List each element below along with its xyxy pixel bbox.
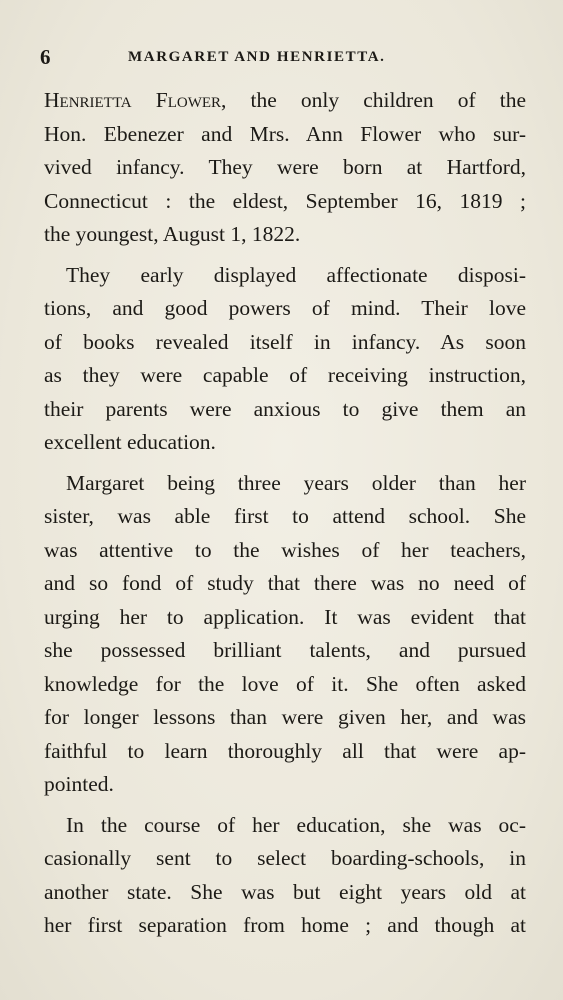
text-line: and so fond of study that there was no need of (44, 571, 526, 595)
paragraph-gap (44, 460, 526, 467)
text-line: she possessed brilliant talents, and pursued (44, 638, 526, 662)
paragraph-3 (44, 467, 526, 802)
text-line: faithful to learn thoroughly all that were ap- (44, 738, 526, 763)
text-line: knowledge for the love of it. She often asked (44, 671, 526, 696)
text-line: of books revealed itself in infancy. As soon (44, 329, 526, 354)
paragraph-4 (44, 809, 526, 943)
text-line: vived infancy. They were born at Hartford, (44, 155, 526, 179)
text-line: pointed. (44, 772, 114, 796)
paragraph-gap (44, 802, 526, 809)
running-head (40, 42, 528, 72)
paragraph-1 (44, 84, 526, 252)
text-line: Henrietta Flower, the only children of the (44, 88, 527, 112)
paragraph-2 (44, 259, 526, 460)
text-line: casionally sent to select boarding-schools, in (44, 846, 526, 870)
text-line: Hon. Ebenezer and Mrs. Ann Flower who sur- (44, 121, 526, 146)
text-line: In the course of her education, she was oc- (66, 812, 526, 837)
text-line: another state. She was but eight years old at (44, 879, 526, 904)
text-line: tions, and good powers of mind. Their love (44, 296, 526, 320)
text-line: the youngest, August 1, 1822. (44, 222, 301, 246)
text-line: was attentive to the wishes of her teachers, (44, 537, 526, 562)
text-line: sister, was able first to attend school. She (44, 504, 526, 528)
text-line: for longer lessons than were given her, and was (44, 705, 526, 729)
body-text (44, 84, 526, 943)
page-number: 6 (40, 45, 51, 69)
text-line: excellent education. (44, 430, 216, 454)
text-line: They early displayed affectionate disposi- (66, 262, 526, 287)
text-line: urging her to application. It was evident that (44, 604, 526, 629)
text-line: Margaret being three years older than her (66, 470, 526, 495)
text-line: her first separation from home ; and though at (44, 913, 526, 937)
text-line: their parents were anxious to give them an (44, 396, 526, 421)
text-line: as they were capable of receiving instruction, (44, 363, 526, 387)
small-caps-name: Henrietta Flower, (44, 88, 227, 112)
running-title: MARGARET AND HENRIETTA. (128, 49, 386, 65)
text-line: Connecticut : the eldest, September 16, 1819 ; (44, 188, 526, 213)
paragraph-gap (44, 252, 526, 259)
